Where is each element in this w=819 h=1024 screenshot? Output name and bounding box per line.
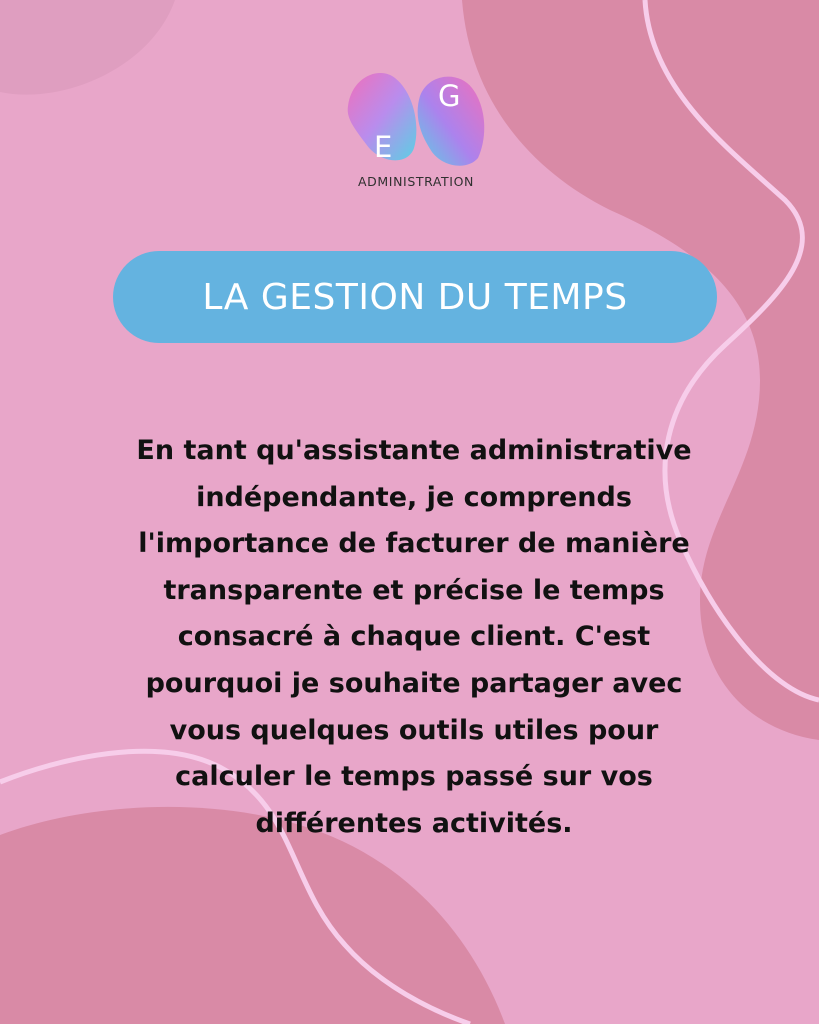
top-left-blob xyxy=(0,0,175,95)
brand-logo xyxy=(340,66,492,190)
body-line: En tant qu'assistante administrative xyxy=(136,435,692,466)
body-line: transparente et précise le temps xyxy=(163,574,665,606)
body-line: vous quelques outils utiles pour xyxy=(169,714,659,746)
brand-subtitle: ADMINISTRATION xyxy=(358,174,474,189)
body-line: consacré à chaque client. C'est xyxy=(177,621,651,653)
logo-shapes xyxy=(340,66,492,176)
page-title: LA GESTION DU TEMPS xyxy=(202,276,628,318)
logo-letter-g: G xyxy=(438,79,461,113)
title-banner xyxy=(113,251,717,343)
body-line: indépendante, je comprends xyxy=(196,481,632,513)
body-paragraph xyxy=(96,428,732,847)
logo-letter-e: E xyxy=(374,130,393,164)
body-line: calculer le temps passé sur vos xyxy=(175,761,653,793)
body-line: pourquoi je souhaite partager avec xyxy=(145,667,683,699)
body-line: l'importance de facturer de manière xyxy=(138,528,690,560)
body-line: différentes activités. xyxy=(255,807,573,839)
